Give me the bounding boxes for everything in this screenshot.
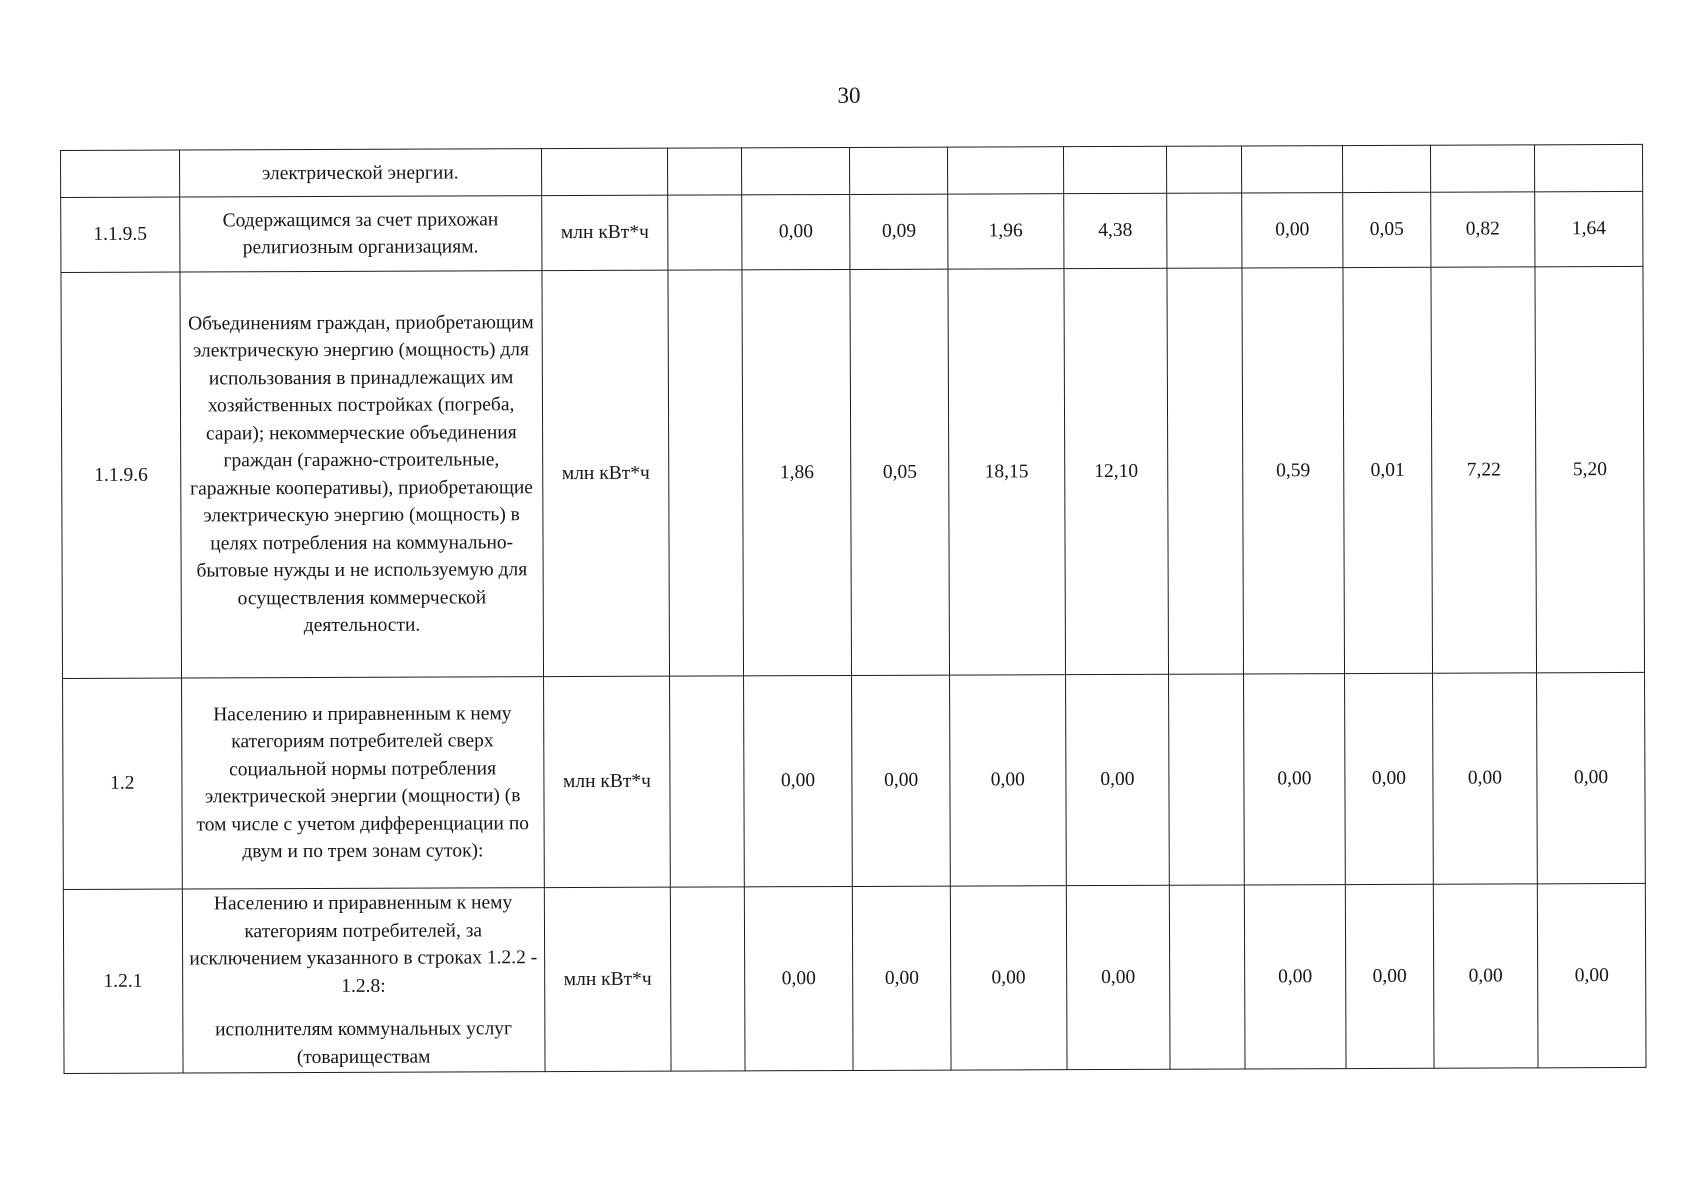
value-cell [1167,146,1242,193]
value-cell: 0,00 [950,886,1066,1070]
value-cell: 0,00 [1241,193,1343,268]
value-cell: 0,00 [1066,885,1170,1069]
value-cell [850,147,948,194]
value-cell [1063,146,1167,193]
value-cell [1343,145,1431,192]
value-cell [668,195,742,270]
value-cell [1535,144,1643,191]
value-cell: 1,96 [948,194,1064,269]
unit-cell: млн кВт*ч [543,676,671,887]
unit-cell [541,148,668,195]
value-cell: 0,00 [853,886,951,1070]
value-cell [671,887,745,1071]
table-row [63,672,1646,889]
value-cell: 4,38 [1063,193,1167,268]
row-name-cell [179,196,541,272]
row-number-cell: 1.1.9.6 [61,272,181,678]
value-cell [1169,674,1244,885]
row-name-text: Содержащимся за счет прихожан религиозным организациям. [222,208,499,259]
value-cell [668,148,742,195]
value-cell: 0,09 [850,194,948,269]
value-cell: 0,00 [742,194,851,269]
value-cell [1167,268,1243,674]
value-cell: 7,22 [1431,267,1537,673]
value-cell: 0,82 [1430,192,1535,267]
value-cell: 0,00 [1432,673,1537,884]
value-cell [741,147,850,194]
value-cell: 0,00 [1346,884,1434,1068]
value-cell: 0,00 [1243,674,1345,885]
table-row [61,266,1645,678]
table-row [61,144,1643,197]
table-row [63,883,1646,1073]
value-cell: 0,59 [1242,268,1345,674]
unit-cell: млн кВт*ч [541,195,668,270]
value-cell: 0,00 [950,675,1066,886]
value-cell: 1,64 [1535,191,1643,266]
value-cell: 0,00 [1537,672,1646,883]
row-name-text: электрической энергии. [261,162,459,185]
page-number: 30 [837,83,861,108]
value-cell: 0,00 [852,675,950,886]
value-cell: 1,86 [742,269,852,675]
unit-cell: млн кВт*ч [542,270,670,676]
row-name-cell [180,271,544,678]
row-name-text: Объединениям граждан, приобретающим электрическую энергию (мощность) для использования в принадлежащих им хозяйственных постройках (погреба, сараи); некоммерческие объединения граждан (гаражно-строительные, гаражные кооперативы), приобретающие электрическую энергию (мощность) в целях потребления на коммунально-бытовые нужды и не используемую для осуществления коммерческой деятельности. [188,311,534,637]
value-cell: 0,00 [1065,674,1169,885]
row-name-cell [182,888,545,1073]
value-cell [668,270,743,676]
value-cell: 0,00 [744,886,853,1070]
tariff-volume-table [60,144,1647,1074]
value-cell: 0,00 [743,675,852,886]
value-cell: 0,05 [850,269,949,675]
value-cell: 0,00 [1244,885,1346,1069]
value-cell: 0,00 [1345,673,1433,884]
row-number-cell: 1.1.9.5 [61,197,180,272]
value-cell [1430,145,1535,192]
row-name-text: исполнителям коммунальных услуг (товариществам [215,1018,513,1068]
value-cell: 0,05 [1343,192,1431,267]
row-name-text: Населению и приравненным к нему категориям потребителей, за исключением указанного в строках 1.2.2 - 1.2.8: [189,892,538,997]
value-cell [670,676,744,887]
row-number-cell: 1.2.1 [63,889,182,1073]
value-cell: 18,15 [948,269,1065,675]
value-cell [1167,193,1242,268]
row-name-text: Населению и приравненным к нему категориям потребителей сверх социальной нормы потребления электрической энергии (мощности) (в том числе с учетом дифференциации по двум и по трем зонам суток): [196,702,530,863]
row-number-cell [61,150,180,197]
table-row [61,191,1643,272]
value-cell: 0,00 [1538,883,1646,1067]
value-cell: 5,20 [1535,266,1644,672]
value-cell [1241,146,1343,193]
unit-cell: млн кВт*ч [544,887,671,1071]
value-cell: 0,00 [1433,884,1538,1068]
row-name-cell [179,149,541,197]
value-cell [1170,885,1245,1069]
row-name-cell [181,677,544,889]
value-cell [947,147,1063,194]
value-cell: 0,01 [1343,267,1432,673]
row-number-cell: 1.2 [63,678,182,889]
value-cell: 12,10 [1064,268,1169,674]
